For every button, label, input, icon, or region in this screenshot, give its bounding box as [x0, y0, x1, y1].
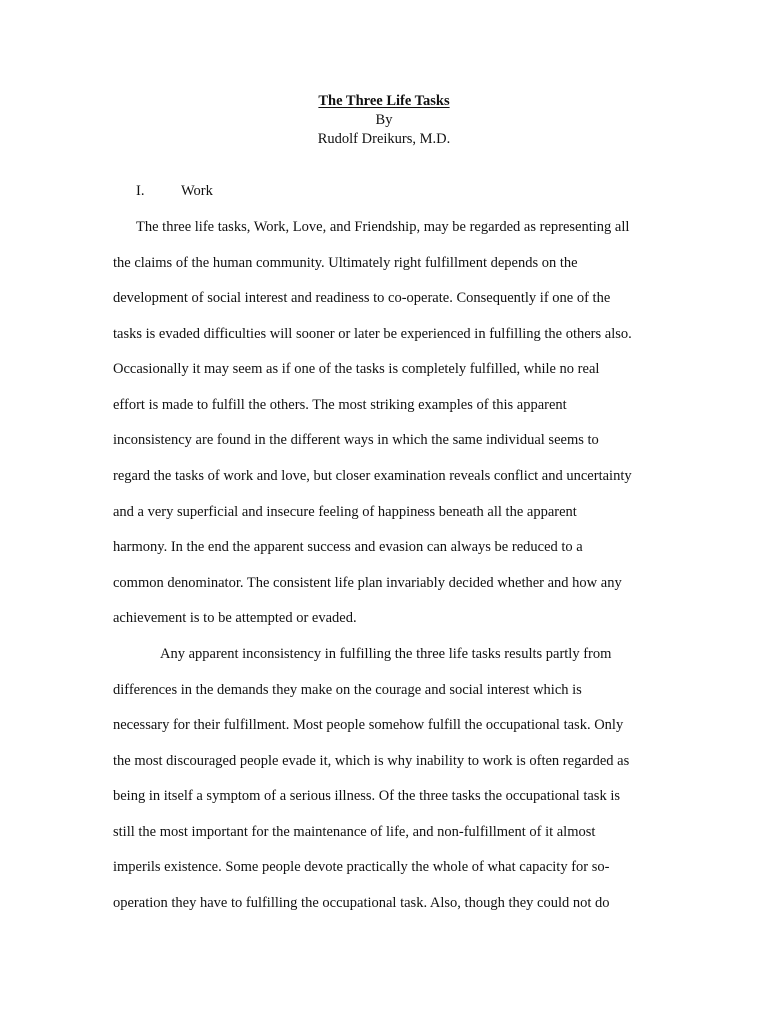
text-line: tasks is evaded difficulties will sooner or later be experienced in fulfilling the others also.	[113, 326, 632, 342]
text-line: and a very superficial and insecure feeling of happiness beneath all the apparent	[113, 504, 577, 520]
text-line: common denominator. The consistent life plan invariably decided whether and how any	[113, 575, 622, 591]
text-line: the most discouraged people evade it, which is why inability to work is often regarded as	[113, 753, 630, 769]
text-line: regard the tasks of work and love, but closer examination reveals conflict and uncertainty	[113, 468, 632, 484]
text-line: Occasionally it may seem as if one of the tasks is completely fulfilled, while no real	[113, 361, 600, 377]
text-line: harmony. In the end the apparent success and evasion can always be reduced to a	[113, 539, 583, 555]
text-line: necessary for their fulfillment. Most people somehow fulfill the occupational task. Only	[113, 717, 624, 733]
text-line: imperils existence. Some people devote practically the whole of what capacity for so-	[113, 859, 610, 875]
text-line: differences in the demands they make on the courage and social interest which is	[113, 682, 582, 698]
text-line: being in itself a symptom of a serious illness. Of the three tasks the occupational task is	[113, 788, 620, 804]
text-line: effort is made to fulfill the others. The most striking examples of this apparent	[113, 397, 567, 413]
author-name: Rudolf Dreikurs, M.D.	[317, 131, 451, 147]
text-line: the claims of the human community. Ultimately right fulfillment depends on the	[113, 255, 578, 271]
text-line: achievement is to be attempted or evaded.	[113, 610, 357, 626]
text-line: operation they have to fulfilling the occupational task. Also, though they could not do	[113, 895, 610, 911]
text-line: inconsistency are found in the different ways in which the same individual seems to	[113, 432, 599, 448]
text-line: development of social interest and readiness to co-operate. Consequently if one of the	[113, 290, 611, 306]
text-line: The three life tasks, Work, Love, and Friendship, may be regarded as representing all	[136, 219, 630, 235]
text-line: Any apparent inconsistency in fulfilling the three life tasks results partly from	[160, 646, 612, 662]
section-number: I.	[136, 183, 145, 199]
document-title: The Three Life Tasks	[318, 93, 450, 109]
byline-label: By	[375, 112, 393, 128]
text-line: still the most important for the maintenance of life, and non-fulfillment of it almost	[113, 824, 596, 840]
section-heading	[136, 182, 213, 201]
section-title: Work	[181, 183, 213, 199]
